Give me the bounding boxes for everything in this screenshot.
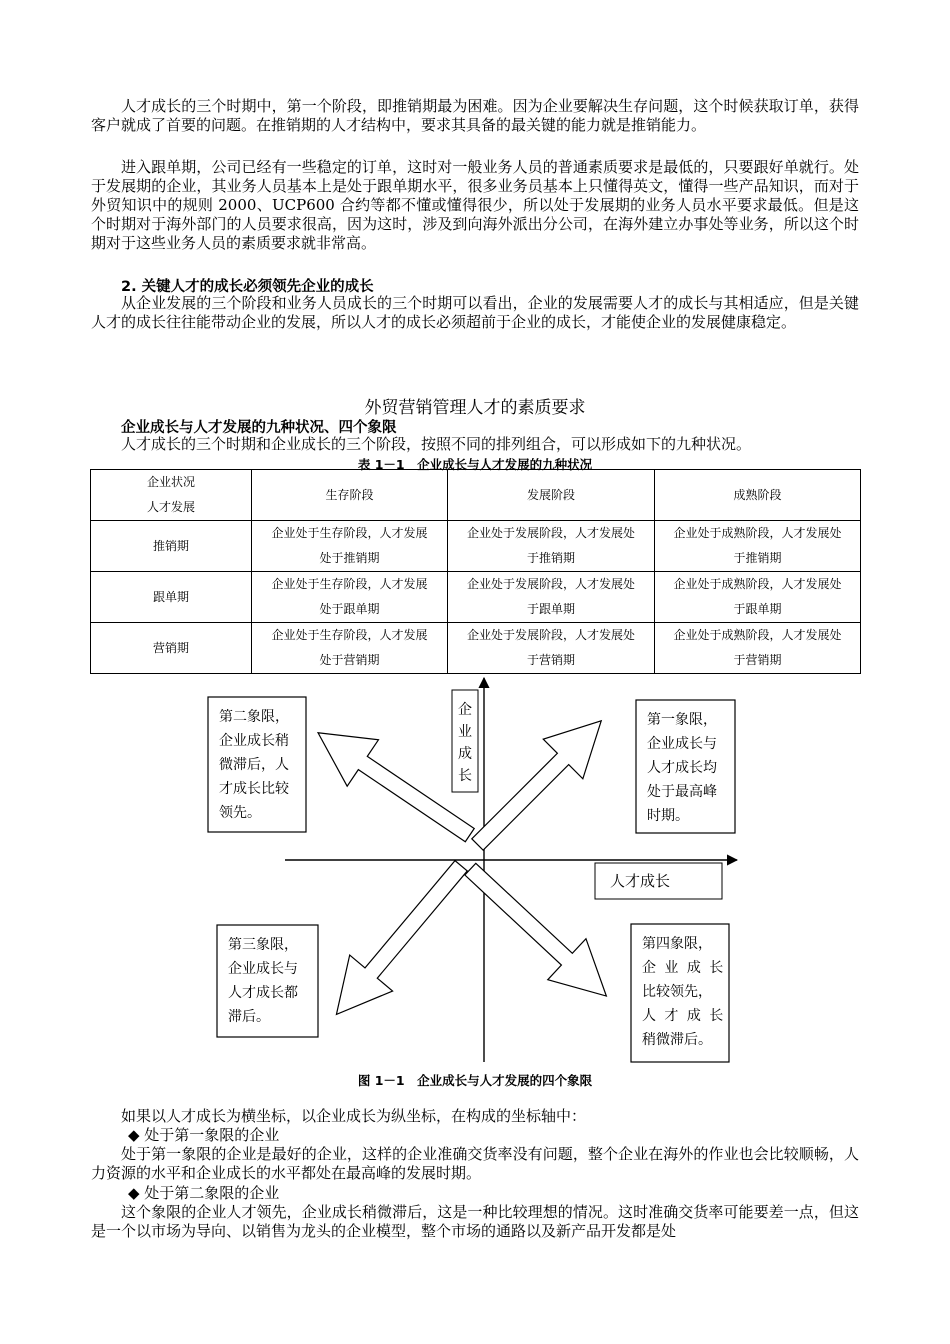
cell-line: 企业处于发展阶段，人才发展处 bbox=[466, 628, 635, 642]
table-cell bbox=[448, 521, 655, 572]
bullet-quadrant-2: ◆ 处于第二象限的企业 bbox=[128, 1184, 280, 1202]
y-axis-char: 成 bbox=[458, 746, 472, 762]
arrow-quadrant-3 bbox=[315, 848, 483, 1033]
paragraph-quadrant-1: 处于第一象限的企业是最好的企业，这样的企业准确交货率没有问题，整个企业在海外的作业也会比较顺畅，人力资源的水平和企业成长的水平都处在最高峰的发展时期。 bbox=[91, 1145, 859, 1182]
nine-states-subheading: 企业成长与人才发展的九种状况、四个象限 bbox=[121, 420, 397, 436]
section-2-paragraph: 从企业发展的三个阶段和业务人员成长的三个时期可以看出，企业的发展需要人才的成长与其相适应，但是关键人才的成长往往能带动企业的发展，所以人才的成长必须超前于企业的成长，才能使企业的发展健康稳定。 bbox=[91, 294, 859, 331]
corner-bottom-label: 人才发展 bbox=[146, 500, 195, 514]
quadrant-1-box bbox=[636, 700, 735, 833]
paragraph-follow-up-period: 进入跟单期，公司已经有一些稳定的订单，这时对一般业务人员的普通素质要求是最低的，只要跟好单就行。处于发展期的企业，其业务人员基本上是处于跟单期水平，很多业务员基本上只懂得英文，懂得一些产品知识，而对于外贸知识中的规则 2000、UCP600 合约等都不懂或懂得很少，所以处于发展期的业务人员水平要求最低。但是这个时期对于海外部门的人员要求很高，因为这时，涉及到向海外派出分公司，在海外建立办事处等业务，所以这个时期对于这些业务人员的素质要求就非常高。 bbox=[91, 158, 859, 252]
q1-line: 第一象限， bbox=[647, 712, 717, 728]
cell-line: 企业处于成熟阶段，人才发展处 bbox=[673, 577, 842, 591]
q4-line: 比较领先， bbox=[642, 984, 712, 1000]
section-2-heading: 2. 关键人才的成长必须领先企业的成长 bbox=[121, 279, 374, 295]
cell-line: 企业处于成熟阶段，人才发展处 bbox=[673, 628, 842, 642]
y-axis-char: 企 bbox=[458, 702, 472, 718]
y-axis-char: 业 bbox=[458, 724, 472, 740]
table-cell bbox=[252, 623, 448, 674]
axis-intro-line: 如果以人才成长为横坐标，以企业成长为纵坐标，在构成的坐标轴中： bbox=[121, 1107, 587, 1125]
q4-line: 人 才 成 长 bbox=[642, 1008, 724, 1024]
bullet-quadrant-1: ◆ 处于第一象限的企业 bbox=[128, 1126, 280, 1144]
q2-line: 领先。 bbox=[219, 805, 261, 821]
cell-line: 处于推销期 bbox=[319, 551, 380, 565]
intro-line: 人才成长的三个时期和企业成长的三个阶段，按照不同的排列组合，可以形成如下的九种状况。 bbox=[121, 435, 752, 453]
q4-line: 企 业 成 长 bbox=[642, 960, 724, 976]
cell-line: 于推销期 bbox=[733, 551, 782, 565]
paragraph-promotion-period: 人才成长的三个时期中，第一个阶段，即推销期最为困难。因为企业要解决生存问题，这个时候获取订单，获得客户就成了首要的问题。在推销期的人才结构中，要求其具备的最关键的能力就是推销能力。 bbox=[91, 97, 859, 134]
cell-line: 企业处于生存阶段，人才发展 bbox=[271, 577, 428, 591]
nine-states-table bbox=[90, 469, 861, 674]
quadrant-2-box bbox=[208, 697, 306, 832]
column-header: 发展阶段 bbox=[448, 470, 655, 521]
q3-line: 第三象限， bbox=[228, 937, 298, 953]
row-header: 营销期 bbox=[91, 623, 252, 674]
cell-line: 企业处于生存阶段，人才发展 bbox=[271, 526, 428, 540]
table-cell bbox=[655, 521, 861, 572]
y-axis-char: 长 bbox=[458, 768, 472, 784]
row-header: 跟单期 bbox=[91, 572, 252, 623]
q1-line: 人才成长均 bbox=[647, 760, 717, 776]
table-cell bbox=[252, 572, 448, 623]
q4-line: 稍微滞后。 bbox=[642, 1032, 712, 1048]
cell-line: 企业处于发展阶段，人才发展处 bbox=[466, 577, 635, 591]
corner-top-label: 企业状况 bbox=[146, 475, 195, 489]
quadrant-4-box bbox=[631, 924, 729, 1062]
x-axis-label: 人才成长 bbox=[609, 872, 671, 890]
table-corner-cell bbox=[91, 470, 252, 521]
cell-line: 于营销期 bbox=[526, 653, 575, 667]
table-caption: 表 1－1 企业成长与人才发展的九种状况 bbox=[357, 457, 593, 472]
q2-line: 微滞后，人 bbox=[219, 757, 289, 773]
q4-line: 第四象限， bbox=[642, 936, 712, 952]
cell-line: 企业处于生存阶段，人才发展 bbox=[271, 628, 428, 642]
quadrant-3-box bbox=[217, 925, 318, 1037]
paragraph-quadrant-2: 这个象限的企业人才领先，企业成长稍微滞后，这是一种比较理想的情况。这时准确交货率可能要差一点，但这是一个以市场为导向、以销售为龙头的企业模型，整个市场的通路以及新产品开发都是处 bbox=[91, 1203, 859, 1240]
q3-line: 滞后。 bbox=[228, 1009, 270, 1025]
cell-line: 于推销期 bbox=[526, 551, 575, 565]
q2-line: 企业成长稍 bbox=[219, 733, 289, 749]
table-cell bbox=[655, 623, 861, 674]
table-cell bbox=[252, 521, 448, 572]
table-row bbox=[91, 572, 861, 623]
cell-line: 于跟单期 bbox=[526, 602, 575, 616]
cell-line: 处于营销期 bbox=[319, 653, 380, 667]
arrow-quadrant-1 bbox=[458, 701, 621, 864]
row-header: 推销期 bbox=[91, 521, 252, 572]
figure-caption: 图 1－1 企业成长与人才发展的四个象限 bbox=[357, 1073, 593, 1088]
cell-line: 处于跟单期 bbox=[319, 602, 380, 616]
cell-line: 企业处于发展阶段，人才发展处 bbox=[466, 526, 635, 540]
four-quadrant-diagram bbox=[200, 670, 750, 1070]
q3-line: 人才成长都 bbox=[228, 985, 298, 1001]
cell-line: 企业处于成熟阶段，人才发展处 bbox=[673, 526, 842, 540]
q1-line: 企业成长与 bbox=[647, 736, 717, 752]
table-header-row bbox=[91, 470, 861, 521]
table-cell bbox=[655, 572, 861, 623]
document-title: 外贸营销管理人才的素质要求 bbox=[364, 398, 586, 418]
q1-line: 时期。 bbox=[647, 808, 689, 824]
q3-line: 企业成长与 bbox=[228, 961, 298, 977]
q2-line: 第二象限， bbox=[219, 709, 289, 725]
q2-line: 才成长比较 bbox=[219, 781, 289, 797]
table-cell bbox=[448, 572, 655, 623]
table-cell bbox=[448, 623, 655, 674]
table-row bbox=[91, 623, 861, 674]
q1-line: 处于最高峰 bbox=[647, 784, 717, 800]
table-row bbox=[91, 521, 861, 572]
cell-line: 于营销期 bbox=[733, 653, 782, 667]
column-header: 成熟阶段 bbox=[655, 470, 861, 521]
column-header: 生存阶段 bbox=[252, 470, 448, 521]
cell-line: 于跟单期 bbox=[733, 602, 782, 616]
